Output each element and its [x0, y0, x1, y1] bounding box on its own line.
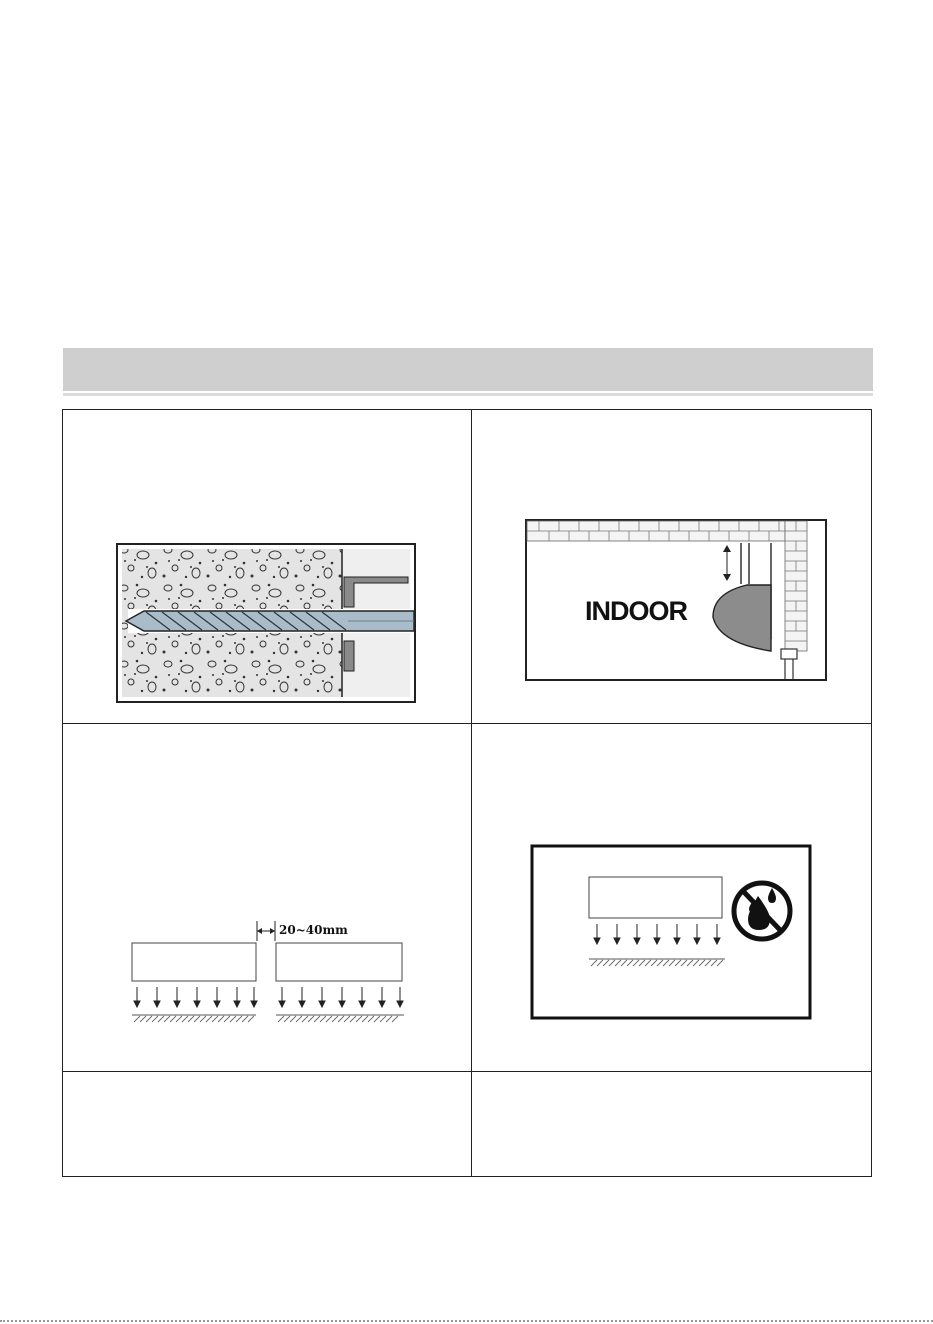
indoor-label: INDOOR	[585, 596, 687, 626]
section-header-bar	[63, 348, 873, 391]
drill-bit-in-concrete-icon	[116, 543, 416, 703]
section-divider	[63, 393, 873, 396]
table-empty-cell	[472, 1072, 872, 1177]
no-water-droplet-icon	[530, 844, 812, 1022]
indoor-wall-mounted-unit-icon	[525, 519, 827, 684]
table-empty-cell	[63, 1072, 471, 1177]
panel-no-water	[472, 724, 872, 1071]
panel-drill	[63, 410, 471, 723]
page-bottom-divider	[0, 1320, 933, 1322]
panel-spacing	[63, 724, 471, 1071]
panel-indoor	[472, 410, 872, 723]
spacing-dimension-label: 20~40mm	[279, 923, 348, 937]
illustration-table	[62, 409, 872, 1177]
heater-spacing-icon	[129, 917, 409, 1039]
